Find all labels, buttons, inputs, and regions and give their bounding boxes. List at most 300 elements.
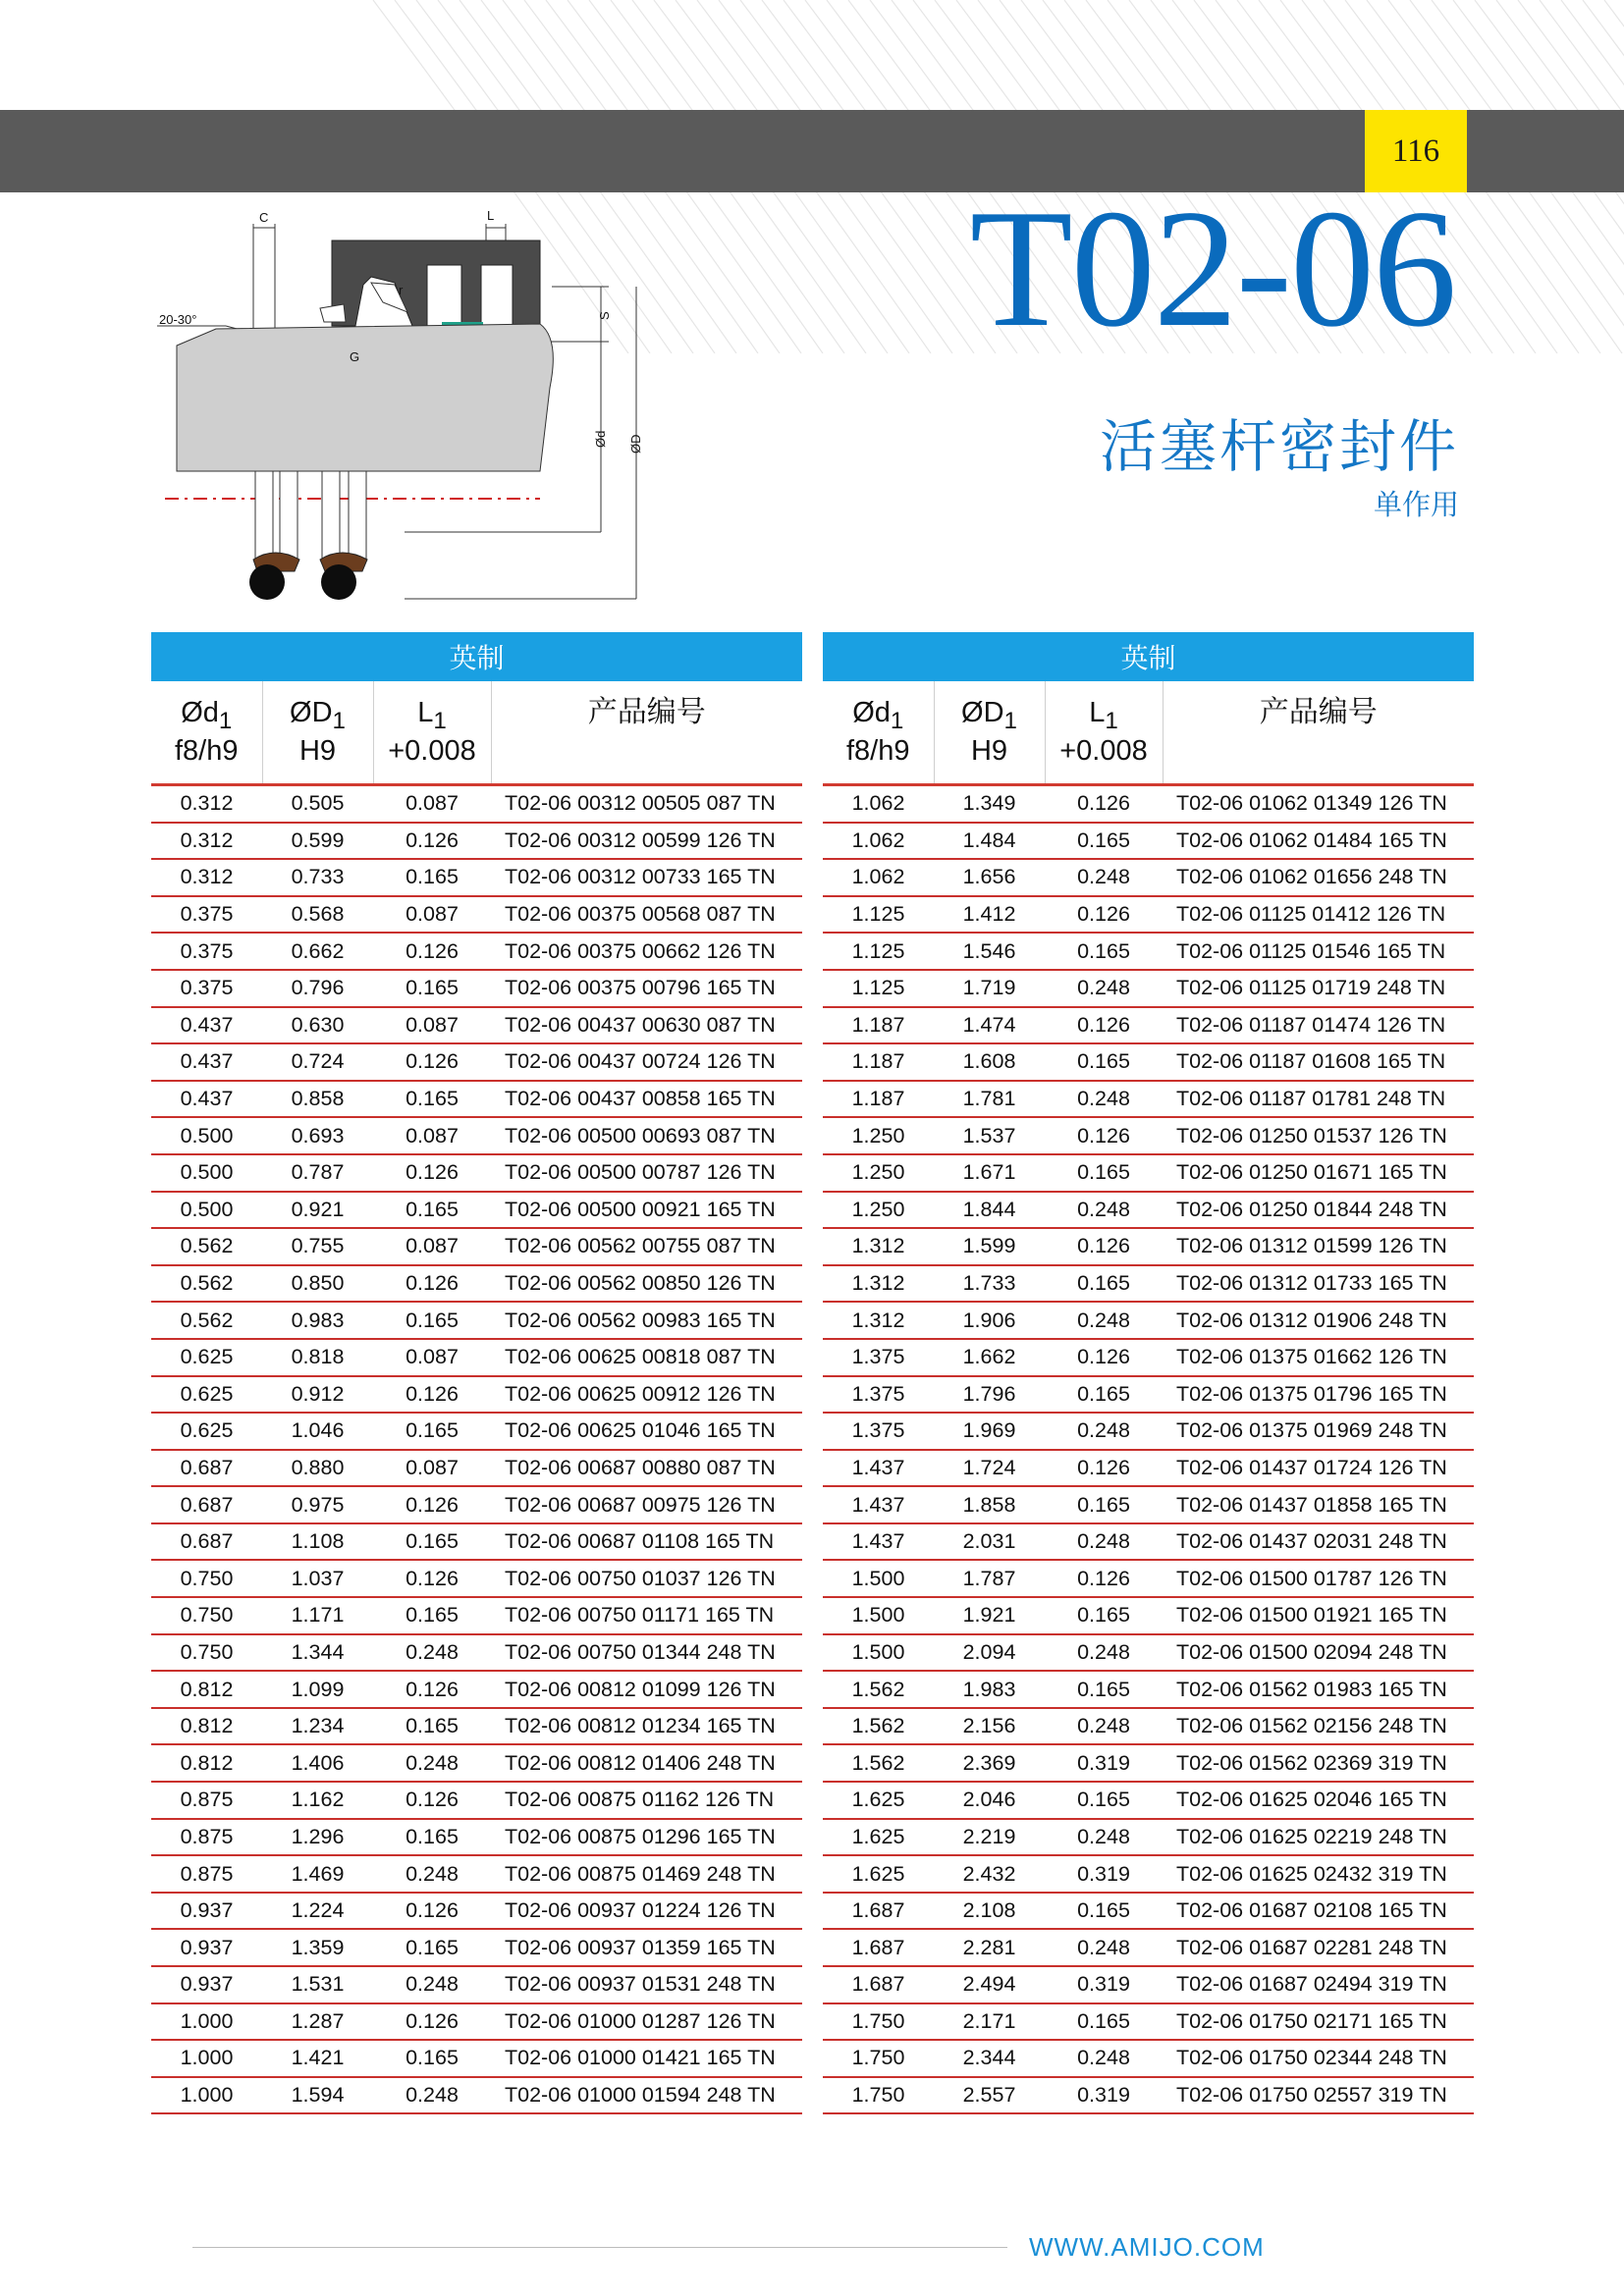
cell-product-code: T02-06 01000 01421 165 TN [491, 2040, 802, 2077]
cell-D1: 2.031 [934, 1523, 1045, 1561]
cell-d1: 0.875 [151, 1855, 262, 1893]
table-row [151, 1117, 802, 1154]
cell-D1: 1.531 [262, 1966, 373, 2003]
cell-product-code: T02-06 01625 02219 248 TN [1163, 1819, 1474, 1856]
cell-product-code: T02-06 00312 00599 126 TN [491, 823, 802, 860]
cell-L1: 0.165 [373, 1597, 491, 1634]
cell-d1: 0.625 [151, 1339, 262, 1376]
table-row [151, 1782, 802, 1819]
cell-L1: 0.165 [373, 1192, 491, 1229]
cell-d1: 1.375 [823, 1413, 934, 1450]
table-row [823, 1855, 1474, 1893]
cell-D1: 1.724 [934, 1450, 1045, 1487]
col-header-product-code: 产品编号 [491, 681, 802, 785]
cell-D1: 1.108 [262, 1523, 373, 1561]
cell-D1: 1.844 [934, 1192, 1045, 1229]
cell-product-code: T02-06 00875 01296 165 TN [491, 1819, 802, 1856]
table-row [823, 1929, 1474, 1966]
cell-D1: 0.858 [262, 1081, 373, 1118]
cell-D1: 1.671 [934, 1154, 1045, 1192]
col-header-product-code: 产品编号 [1163, 681, 1474, 785]
cell-D1: 1.484 [934, 823, 1045, 860]
cell-D1: 2.494 [934, 1966, 1045, 2003]
cell-d1: 0.875 [151, 1782, 262, 1819]
cell-d1: 1.687 [823, 1929, 934, 1966]
table-row [151, 1523, 802, 1561]
table-row [151, 1486, 802, 1523]
cell-L1: 0.087 [373, 1117, 491, 1154]
cell-d1: 1.000 [151, 2040, 262, 2077]
cell-d1: 1.000 [151, 2003, 262, 2041]
cell-L1: 0.126 [373, 1671, 491, 1708]
cell-D1: 1.412 [934, 896, 1045, 934]
cell-L1: 0.126 [373, 1265, 491, 1303]
cell-L1: 0.126 [1045, 1228, 1163, 1265]
cell-L1: 0.248 [1045, 970, 1163, 1007]
cell-d1: 1.625 [823, 1819, 934, 1856]
cell-d1: 1.187 [823, 1007, 934, 1044]
table-row [151, 1007, 802, 1044]
cell-product-code: T02-06 01500 02094 248 TN [1163, 1634, 1474, 1672]
cell-L1: 0.126 [1045, 1450, 1163, 1487]
cell-L1: 0.248 [1045, 1081, 1163, 1118]
col-header-d1: $Ød_1$ f8/h9 [823, 681, 934, 785]
cell-product-code: T02-06 00812 01406 248 TN [491, 1744, 802, 1782]
cell-L1: 0.087 [373, 1228, 491, 1265]
cell-L1: 0.126 [373, 823, 491, 860]
cell-d1: 1.312 [823, 1265, 934, 1303]
cell-L1: 0.087 [373, 785, 491, 823]
action-type: 单作用 [1373, 490, 1459, 521]
cell-L1: 0.165 [1045, 1265, 1163, 1303]
table-row [151, 1708, 802, 1745]
cell-product-code: T02-06 00562 00983 165 TN [491, 1302, 802, 1339]
cell-product-code: T02-06 01250 01671 165 TN [1163, 1154, 1474, 1192]
cell-D1: 0.975 [262, 1486, 373, 1523]
cell-product-code: T02-06 00875 01162 126 TN [491, 1782, 802, 1819]
cell-L1: 0.248 [373, 1744, 491, 1782]
cell-product-code: T02-06 00500 00693 087 TN [491, 1117, 802, 1154]
cell-d1: 0.500 [151, 1154, 262, 1192]
cell-D1: 1.546 [934, 933, 1045, 970]
cell-d1: 0.562 [151, 1302, 262, 1339]
table-row [823, 859, 1474, 896]
table-row [151, 2040, 802, 2077]
cell-L1: 0.165 [1045, 823, 1163, 860]
cell-D1: 2.108 [934, 1893, 1045, 1930]
table-row [823, 1339, 1474, 1376]
cell-D1: 2.281 [934, 1929, 1045, 1966]
cell-d1: 0.812 [151, 1708, 262, 1745]
cell-d1: 0.562 [151, 1265, 262, 1303]
table-row [151, 859, 802, 896]
col-header-d1: $Ød_1$ f8/h9 [151, 681, 262, 785]
model-title: T02-06 [969, 176, 1455, 362]
cell-L1: 0.165 [373, 1302, 491, 1339]
cell-d1: 1.687 [823, 1966, 934, 2003]
table-row [823, 1265, 1474, 1303]
cell-D1: 1.787 [934, 1560, 1045, 1597]
cell-product-code: T02-06 01750 02344 248 TN [1163, 2040, 1474, 2077]
table-row [823, 1671, 1474, 1708]
cell-D1: 1.037 [262, 1560, 373, 1597]
cell-product-code: T02-06 00687 00880 087 TN [491, 1450, 802, 1487]
cell-D1: 1.162 [262, 1782, 373, 1819]
cell-product-code: T02-06 01000 01594 248 TN [491, 2077, 802, 2114]
table-row [151, 2077, 802, 2114]
cell-product-code: T02-06 01437 01724 126 TN [1163, 1450, 1474, 1487]
label-angle: 20-30° [159, 312, 197, 327]
table-group-header: 英制 [151, 632, 802, 681]
cell-product-code: T02-06 00812 01099 126 TN [491, 1671, 802, 1708]
cell-d1: 1.750 [823, 2040, 934, 2077]
cell-d1: 1.250 [823, 1154, 934, 1192]
cell-D1: 1.296 [262, 1819, 373, 1856]
cell-D1: 0.850 [262, 1265, 373, 1303]
table-row [151, 785, 802, 823]
cell-d1: 0.375 [151, 896, 262, 934]
table-row [823, 823, 1474, 860]
cell-product-code: T02-06 01250 01844 248 TN [1163, 1192, 1474, 1229]
cell-d1: 1.625 [823, 1782, 934, 1819]
cell-product-code: T02-06 00312 00733 165 TN [491, 859, 802, 896]
cell-L1: 0.165 [1045, 1597, 1163, 1634]
cell-product-code: T02-06 00375 00796 165 TN [491, 970, 802, 1007]
cell-L1: 0.165 [373, 859, 491, 896]
cell-product-code: T02-06 00687 01108 165 TN [491, 1523, 802, 1561]
cell-D1: 1.733 [934, 1265, 1045, 1303]
cell-d1: 1.750 [823, 2077, 934, 2114]
table-row [823, 1413, 1474, 1450]
cell-d1: 1.062 [823, 859, 934, 896]
cell-d1: 0.687 [151, 1450, 262, 1487]
cell-L1: 0.087 [373, 1339, 491, 1376]
table-row [823, 1708, 1474, 1745]
cell-d1: 1.750 [823, 2003, 934, 2041]
cell-product-code: T02-06 01375 01662 126 TN [1163, 1339, 1474, 1376]
cell-D1: 0.733 [262, 859, 373, 896]
table-row [823, 1154, 1474, 1192]
page-number: 116 [1365, 110, 1467, 192]
cell-D1: 1.781 [934, 1081, 1045, 1118]
cell-d1: 1.312 [823, 1302, 934, 1339]
cell-D1: 2.369 [934, 1744, 1045, 1782]
cell-D1: 1.099 [262, 1671, 373, 1708]
cell-D1: 0.662 [262, 933, 373, 970]
cell-product-code: T02-06 00812 01234 165 TN [491, 1708, 802, 1745]
cell-product-code: T02-06 00750 01344 248 TN [491, 1634, 802, 1672]
table-row [823, 1782, 1474, 1819]
cell-L1: 0.248 [373, 2077, 491, 2114]
label-D1: ØD [628, 434, 643, 454]
cell-D1: 2.344 [934, 2040, 1045, 2077]
table-row [823, 970, 1474, 1007]
cell-L1: 0.126 [373, 933, 491, 970]
cell-product-code: T02-06 00625 01046 165 TN [491, 1413, 802, 1450]
table-row [823, 933, 1474, 970]
cell-D1: 2.219 [934, 1819, 1045, 1856]
cell-product-code: T02-06 01437 02031 248 TN [1163, 1523, 1474, 1561]
cell-D1: 1.906 [934, 1302, 1045, 1339]
website-url: WWW.AMIJO.COM [1029, 2232, 1265, 2262]
cell-L1: 0.165 [1045, 1782, 1163, 1819]
cell-D1: 1.421 [262, 2040, 373, 2077]
table-row [151, 1855, 802, 1893]
cell-d1: 0.937 [151, 1929, 262, 1966]
table-row [823, 1744, 1474, 1782]
table-row [823, 2040, 1474, 2077]
cell-d1: 1.500 [823, 1634, 934, 1672]
cell-L1: 0.319 [1045, 1855, 1163, 1893]
cell-D1: 0.787 [262, 1154, 373, 1192]
table-row [823, 1597, 1474, 1634]
cell-D1: 0.880 [262, 1450, 373, 1487]
cell-L1: 0.165 [1045, 1043, 1163, 1081]
table-row [823, 1450, 1474, 1487]
cell-d1: 1.062 [823, 785, 934, 823]
cell-L1: 0.319 [1045, 2077, 1163, 2114]
cell-product-code: T02-06 01312 01599 126 TN [1163, 1228, 1474, 1265]
cell-d1: 1.312 [823, 1228, 934, 1265]
cell-L1: 0.126 [373, 1376, 491, 1414]
cell-D1: 1.599 [934, 1228, 1045, 1265]
col-header-L1: $L_1$ +0.008 [373, 681, 491, 785]
table-group-header: 英制 [823, 632, 1474, 681]
cell-d1: 0.812 [151, 1744, 262, 1782]
product-subtitle: 活塞杆密封件 [1099, 415, 1459, 479]
cell-L1: 0.248 [1045, 1708, 1163, 1745]
table-row [823, 1007, 1474, 1044]
cell-D1: 0.912 [262, 1376, 373, 1414]
cell-d1: 0.500 [151, 1192, 262, 1229]
cell-D1: 1.921 [934, 1597, 1045, 1634]
cell-D1: 1.594 [262, 2077, 373, 2114]
table-row [823, 1523, 1474, 1561]
table-row [151, 1893, 802, 1930]
cell-L1: 0.248 [1045, 1523, 1163, 1561]
cell-L1: 0.165 [373, 1819, 491, 1856]
cell-product-code: T02-06 01500 01921 165 TN [1163, 1597, 1474, 1634]
cell-product-code: T02-06 01312 01906 248 TN [1163, 1302, 1474, 1339]
cell-product-code: T02-06 01000 01287 126 TN [491, 2003, 802, 2041]
cell-D1: 1.662 [934, 1339, 1045, 1376]
cell-product-code: T02-06 01750 02171 165 TN [1163, 2003, 1474, 2041]
table-row [151, 1081, 802, 1118]
cell-D1: 1.719 [934, 970, 1045, 1007]
cell-product-code: T02-06 01687 02494 319 TN [1163, 1966, 1474, 2003]
cell-d1: 1.125 [823, 933, 934, 970]
cell-L1: 0.248 [1045, 1929, 1163, 1966]
table-row [151, 1966, 802, 2003]
cell-L1: 0.248 [373, 1634, 491, 1672]
table-row [823, 896, 1474, 934]
cell-D1: 2.156 [934, 1708, 1045, 1745]
table-row [151, 1265, 802, 1303]
table-row [823, 1302, 1474, 1339]
cell-d1: 1.500 [823, 1560, 934, 1597]
cell-d1: 0.312 [151, 859, 262, 896]
cell-d1: 1.625 [823, 1855, 934, 1893]
cell-product-code: T02-06 01687 02108 165 TN [1163, 1893, 1474, 1930]
cell-L1: 0.087 [373, 1450, 491, 1487]
cell-L1: 0.248 [1045, 1819, 1163, 1856]
cell-d1: 1.062 [823, 823, 934, 860]
cell-d1: 0.937 [151, 1966, 262, 2003]
cell-D1: 1.359 [262, 1929, 373, 1966]
table-row [151, 1450, 802, 1487]
cell-d1: 0.812 [151, 1671, 262, 1708]
cell-L1: 0.165 [1045, 933, 1163, 970]
table-row [823, 1376, 1474, 1414]
cell-product-code: T02-06 01125 01719 248 TN [1163, 970, 1474, 1007]
cell-product-code: T02-06 01187 01608 165 TN [1163, 1043, 1474, 1081]
cell-L1: 0.165 [373, 1523, 491, 1561]
cell-product-code: T02-06 01625 02046 165 TN [1163, 1782, 1474, 1819]
cell-product-code: T02-06 01125 01412 126 TN [1163, 896, 1474, 934]
table-row [151, 1154, 802, 1192]
cell-D1: 1.983 [934, 1671, 1045, 1708]
cell-D1: 1.656 [934, 859, 1045, 896]
table-row [151, 1671, 802, 1708]
cell-D1: 1.349 [934, 785, 1045, 823]
cell-D1: 2.432 [934, 1855, 1045, 1893]
cell-D1: 0.568 [262, 896, 373, 934]
cell-D1: 1.171 [262, 1597, 373, 1634]
cell-product-code: T02-06 01375 01969 248 TN [1163, 1413, 1474, 1450]
label-r1: r [399, 283, 404, 297]
cell-d1: 1.125 [823, 970, 934, 1007]
cell-L1: 0.165 [1045, 1671, 1163, 1708]
cell-L1: 0.248 [1045, 859, 1163, 896]
cell-d1: 0.375 [151, 970, 262, 1007]
cell-D1: 1.858 [934, 1486, 1045, 1523]
cell-D1: 2.046 [934, 1782, 1045, 1819]
cell-product-code: T02-06 00562 00755 087 TN [491, 1228, 802, 1265]
cell-product-code: T02-06 00562 00850 126 TN [491, 1265, 802, 1303]
label-s: S [597, 311, 612, 320]
table-row [823, 1966, 1474, 2003]
cell-product-code: T02-06 01250 01537 126 TN [1163, 1117, 1474, 1154]
table-row [823, 785, 1474, 823]
cell-product-code: T02-06 00625 00818 087 TN [491, 1339, 802, 1376]
table-row [151, 1339, 802, 1376]
table-row [151, 1597, 802, 1634]
cell-D1: 0.755 [262, 1228, 373, 1265]
cell-D1: 1.234 [262, 1708, 373, 1745]
cell-L1: 0.248 [373, 1855, 491, 1893]
seal-cross-section-drawing [147, 196, 677, 609]
footer-divider [192, 2247, 1007, 2248]
cell-D1: 1.537 [934, 1117, 1045, 1154]
cell-product-code: T02-06 01625 02432 319 TN [1163, 1855, 1474, 1893]
cell-D1: 2.171 [934, 2003, 1045, 2041]
table-row [823, 1819, 1474, 1856]
cell-L1: 0.126 [1045, 1007, 1163, 1044]
cell-product-code: T02-06 01562 02156 248 TN [1163, 1708, 1474, 1745]
cell-D1: 0.693 [262, 1117, 373, 1154]
cell-d1: 0.312 [151, 785, 262, 823]
cell-d1: 1.375 [823, 1376, 934, 1414]
cell-L1: 0.165 [1045, 1893, 1163, 1930]
cell-d1: 0.625 [151, 1413, 262, 1450]
cell-L1: 0.087 [373, 1007, 491, 1044]
table-row [151, 1634, 802, 1672]
table-row [151, 1413, 802, 1450]
col-header-D1: $ØD_1$ H9 [262, 681, 373, 785]
cell-D1: 1.969 [934, 1413, 1045, 1450]
table-row [151, 933, 802, 970]
cell-d1: 0.750 [151, 1560, 262, 1597]
cell-d1: 0.750 [151, 1597, 262, 1634]
cell-d1: 0.437 [151, 1007, 262, 1044]
cell-D1: 0.921 [262, 1192, 373, 1229]
table-row [151, 1228, 802, 1265]
cell-D1: 2.557 [934, 2077, 1045, 2114]
cell-L1: 0.319 [1045, 1744, 1163, 1782]
cell-D1: 0.818 [262, 1339, 373, 1376]
table-row [823, 1560, 1474, 1597]
table-row [151, 1302, 802, 1339]
table-row [151, 1376, 802, 1414]
cell-D1: 0.599 [262, 823, 373, 860]
cell-d1: 0.875 [151, 1819, 262, 1856]
cell-product-code: T02-06 01562 02369 319 TN [1163, 1744, 1474, 1782]
cell-product-code: T02-06 00437 00858 165 TN [491, 1081, 802, 1118]
cell-d1: 0.437 [151, 1081, 262, 1118]
cell-product-code: T02-06 01062 01656 248 TN [1163, 859, 1474, 896]
table-row [823, 1192, 1474, 1229]
cell-d1: 0.687 [151, 1486, 262, 1523]
label-l1: L [487, 208, 495, 223]
cell-L1: 0.165 [373, 1708, 491, 1745]
cell-D1: 1.406 [262, 1744, 373, 1782]
cell-d1: 0.937 [151, 1893, 262, 1930]
cell-d1: 0.437 [151, 1043, 262, 1081]
cell-L1: 0.126 [373, 2003, 491, 2041]
cell-D1: 1.224 [262, 1893, 373, 1930]
cell-d1: 1.437 [823, 1523, 934, 1561]
cell-d1: 1.562 [823, 1744, 934, 1782]
cell-product-code: T02-06 00687 00975 126 TN [491, 1486, 802, 1523]
table-row [151, 1560, 802, 1597]
cell-d1: 0.562 [151, 1228, 262, 1265]
cell-L1: 0.126 [373, 1560, 491, 1597]
col-header-L1: $L_1$ +0.008 [1045, 681, 1163, 785]
cell-d1: 1.500 [823, 1597, 934, 1634]
cell-product-code: T02-06 01187 01474 126 TN [1163, 1007, 1474, 1044]
table-row [823, 2003, 1474, 2041]
cell-L1: 0.126 [1045, 785, 1163, 823]
cell-product-code: T02-06 00937 01224 126 TN [491, 1893, 802, 1930]
cell-product-code: T02-06 00375 00568 087 TN [491, 896, 802, 934]
cell-L1: 0.126 [373, 1782, 491, 1819]
table-row [151, 1929, 802, 1966]
cell-product-code: T02-06 00312 00505 087 TN [491, 785, 802, 823]
imperial-table-left [151, 632, 802, 2114]
cell-L1: 0.126 [1045, 896, 1163, 934]
cell-product-code: T02-06 00625 00912 126 TN [491, 1376, 802, 1414]
cell-d1: 1.375 [823, 1339, 934, 1376]
cell-L1: 0.087 [373, 896, 491, 934]
label-c: C [259, 210, 269, 225]
cell-L1: 0.126 [373, 1893, 491, 1930]
cell-D1: 2.094 [934, 1634, 1045, 1672]
cell-d1: 0.500 [151, 1117, 262, 1154]
table-row [151, 896, 802, 934]
cell-L1: 0.165 [373, 970, 491, 1007]
table-row [823, 1486, 1474, 1523]
cell-product-code: T02-06 01062 01484 165 TN [1163, 823, 1474, 860]
